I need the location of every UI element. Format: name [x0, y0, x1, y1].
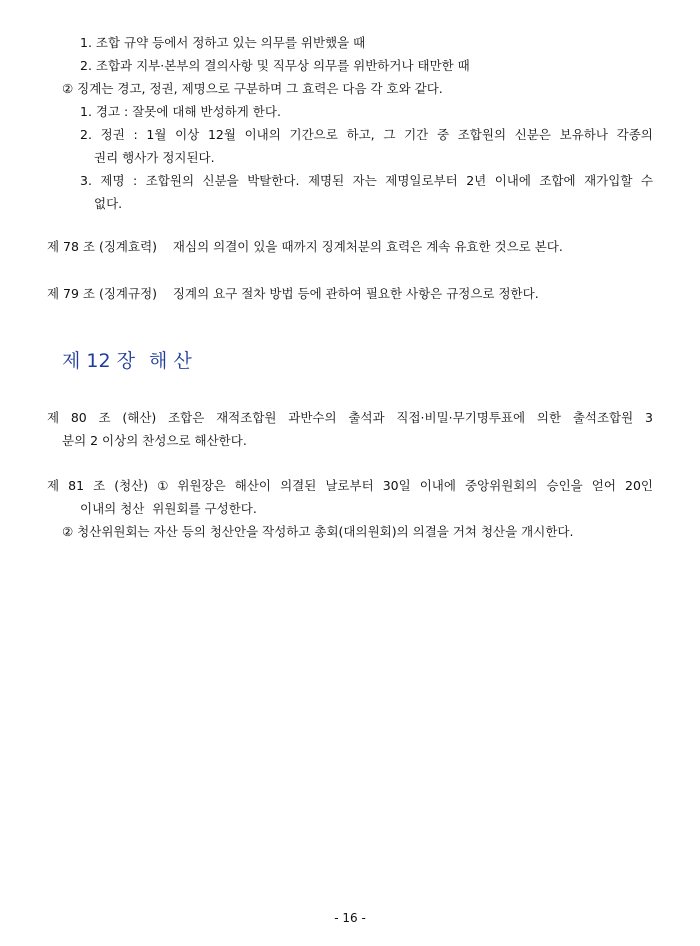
word: 신분을 [202, 173, 239, 188]
article-81-line [47, 480, 653, 493]
article-80-cont: 분의 2 이상의 찬성으로 해산한다. [62, 433, 247, 448]
word: 직접·비밀·무기명투표에 [396, 410, 526, 425]
word: 조합원의 [145, 173, 195, 188]
sub-item-2-line [80, 129, 653, 142]
word: 2. [80, 127, 92, 142]
word: 제명일로부터 [385, 173, 458, 188]
item-2: 2. 조합과 지부·본부의 결의사항 및 직무상 의무를 위반하거나 태만한 때 [80, 58, 470, 73]
word: 재가입할 [584, 173, 633, 188]
word: 각종의 [616, 127, 653, 142]
sub-item-2-cont: 권리 행사가 정지된다. [94, 150, 215, 165]
word: (해산) [122, 410, 157, 425]
word: 하고, [346, 127, 375, 142]
word: 의결된 [280, 478, 317, 493]
word: 조합에 [539, 173, 576, 188]
article-80-line [47, 412, 653, 425]
word: 보유하나 [559, 127, 608, 142]
word: 제명된 [307, 173, 345, 188]
word: 1월 [146, 127, 167, 142]
word: ① [157, 478, 169, 493]
word: 해산이 [234, 478, 272, 493]
word: : [133, 127, 138, 142]
page-number: - 16 - [334, 911, 366, 925]
article-81-paragraph-2: ② 청산위원회는 자산 등의 청산안을 작성하고 총회(대의원회)의 의결을 거쳐 청산을 개시한다. [62, 524, 574, 539]
word: 제 [47, 410, 60, 425]
word: 제명 [100, 173, 125, 188]
word: : [133, 173, 138, 188]
word: 80 [70, 410, 87, 425]
word: 박탈한다. [247, 173, 300, 188]
word: 기간으로 [289, 127, 338, 142]
word: 조 [93, 478, 106, 493]
chapter-title: 해 산 [148, 350, 192, 372]
word: 제 [47, 478, 60, 493]
word: 조 [98, 410, 111, 425]
word: 30일 [382, 478, 411, 493]
word: 신분은 [514, 127, 551, 142]
article-78: 제 78 조 (징계효력) 재심의 의결이 있을 때까지 징계처분의 효력은 계속 유효한 것으로 본다. [47, 239, 563, 254]
word: 2년 [466, 173, 487, 188]
word: 중앙위원회의 [465, 478, 538, 493]
word: 이내에 [494, 173, 531, 188]
word: 얻어 [591, 478, 616, 493]
word: 그 [383, 127, 396, 142]
word: 정권 [100, 127, 125, 142]
word: 위원장은 [177, 478, 226, 493]
word: 재적조합원 [216, 410, 277, 425]
word: 중 [436, 127, 450, 142]
word: 의한 [536, 410, 562, 425]
sub-item-3-cont: 없다. [94, 196, 123, 211]
word: 조합은 [168, 410, 205, 425]
word: 이상 [175, 127, 200, 142]
word: 81 [68, 478, 85, 493]
word: 자는 [352, 173, 377, 188]
chapter-number: 제 12 장 [62, 350, 135, 372]
word: 수 [640, 173, 653, 188]
word: 3. [80, 173, 92, 188]
word: 출석조합원 [572, 410, 634, 425]
word: 승인을 [546, 478, 583, 493]
sub-item-3-line [80, 175, 653, 188]
word: 20인 [625, 478, 653, 493]
paragraph-2: ② 징계는 경고, 정권, 제명으로 구분하며 그 효력은 다음 각 호와 같다. [62, 81, 443, 96]
word: 3 [644, 410, 653, 425]
word: 출석과 [348, 410, 385, 425]
word: 12월 [207, 127, 236, 142]
word: 과반수의 [288, 410, 337, 425]
article-79: 제 79 조 (징계규정) 징계의 요구 절차 방법 등에 관하여 필요한 사항은 규정으로 정한다. [47, 286, 539, 301]
article-81-cont: 이내의 청산 위원회를 구성한다. [80, 501, 257, 516]
word: 기간 [404, 127, 429, 142]
sub-item-1: 1. 경고 : 잘못에 대해 반성하게 한다. [80, 104, 281, 119]
word: 날로부터 [325, 478, 374, 493]
word: 이내에 [419, 478, 456, 493]
word: (청산) [114, 478, 149, 493]
word: 조합원의 [457, 127, 507, 142]
word: 이내의 [244, 127, 281, 142]
item-1: 1. 조합 규약 등에서 정하고 있는 의무를 위반했을 때 [80, 35, 366, 50]
chapter-heading [62, 352, 192, 371]
